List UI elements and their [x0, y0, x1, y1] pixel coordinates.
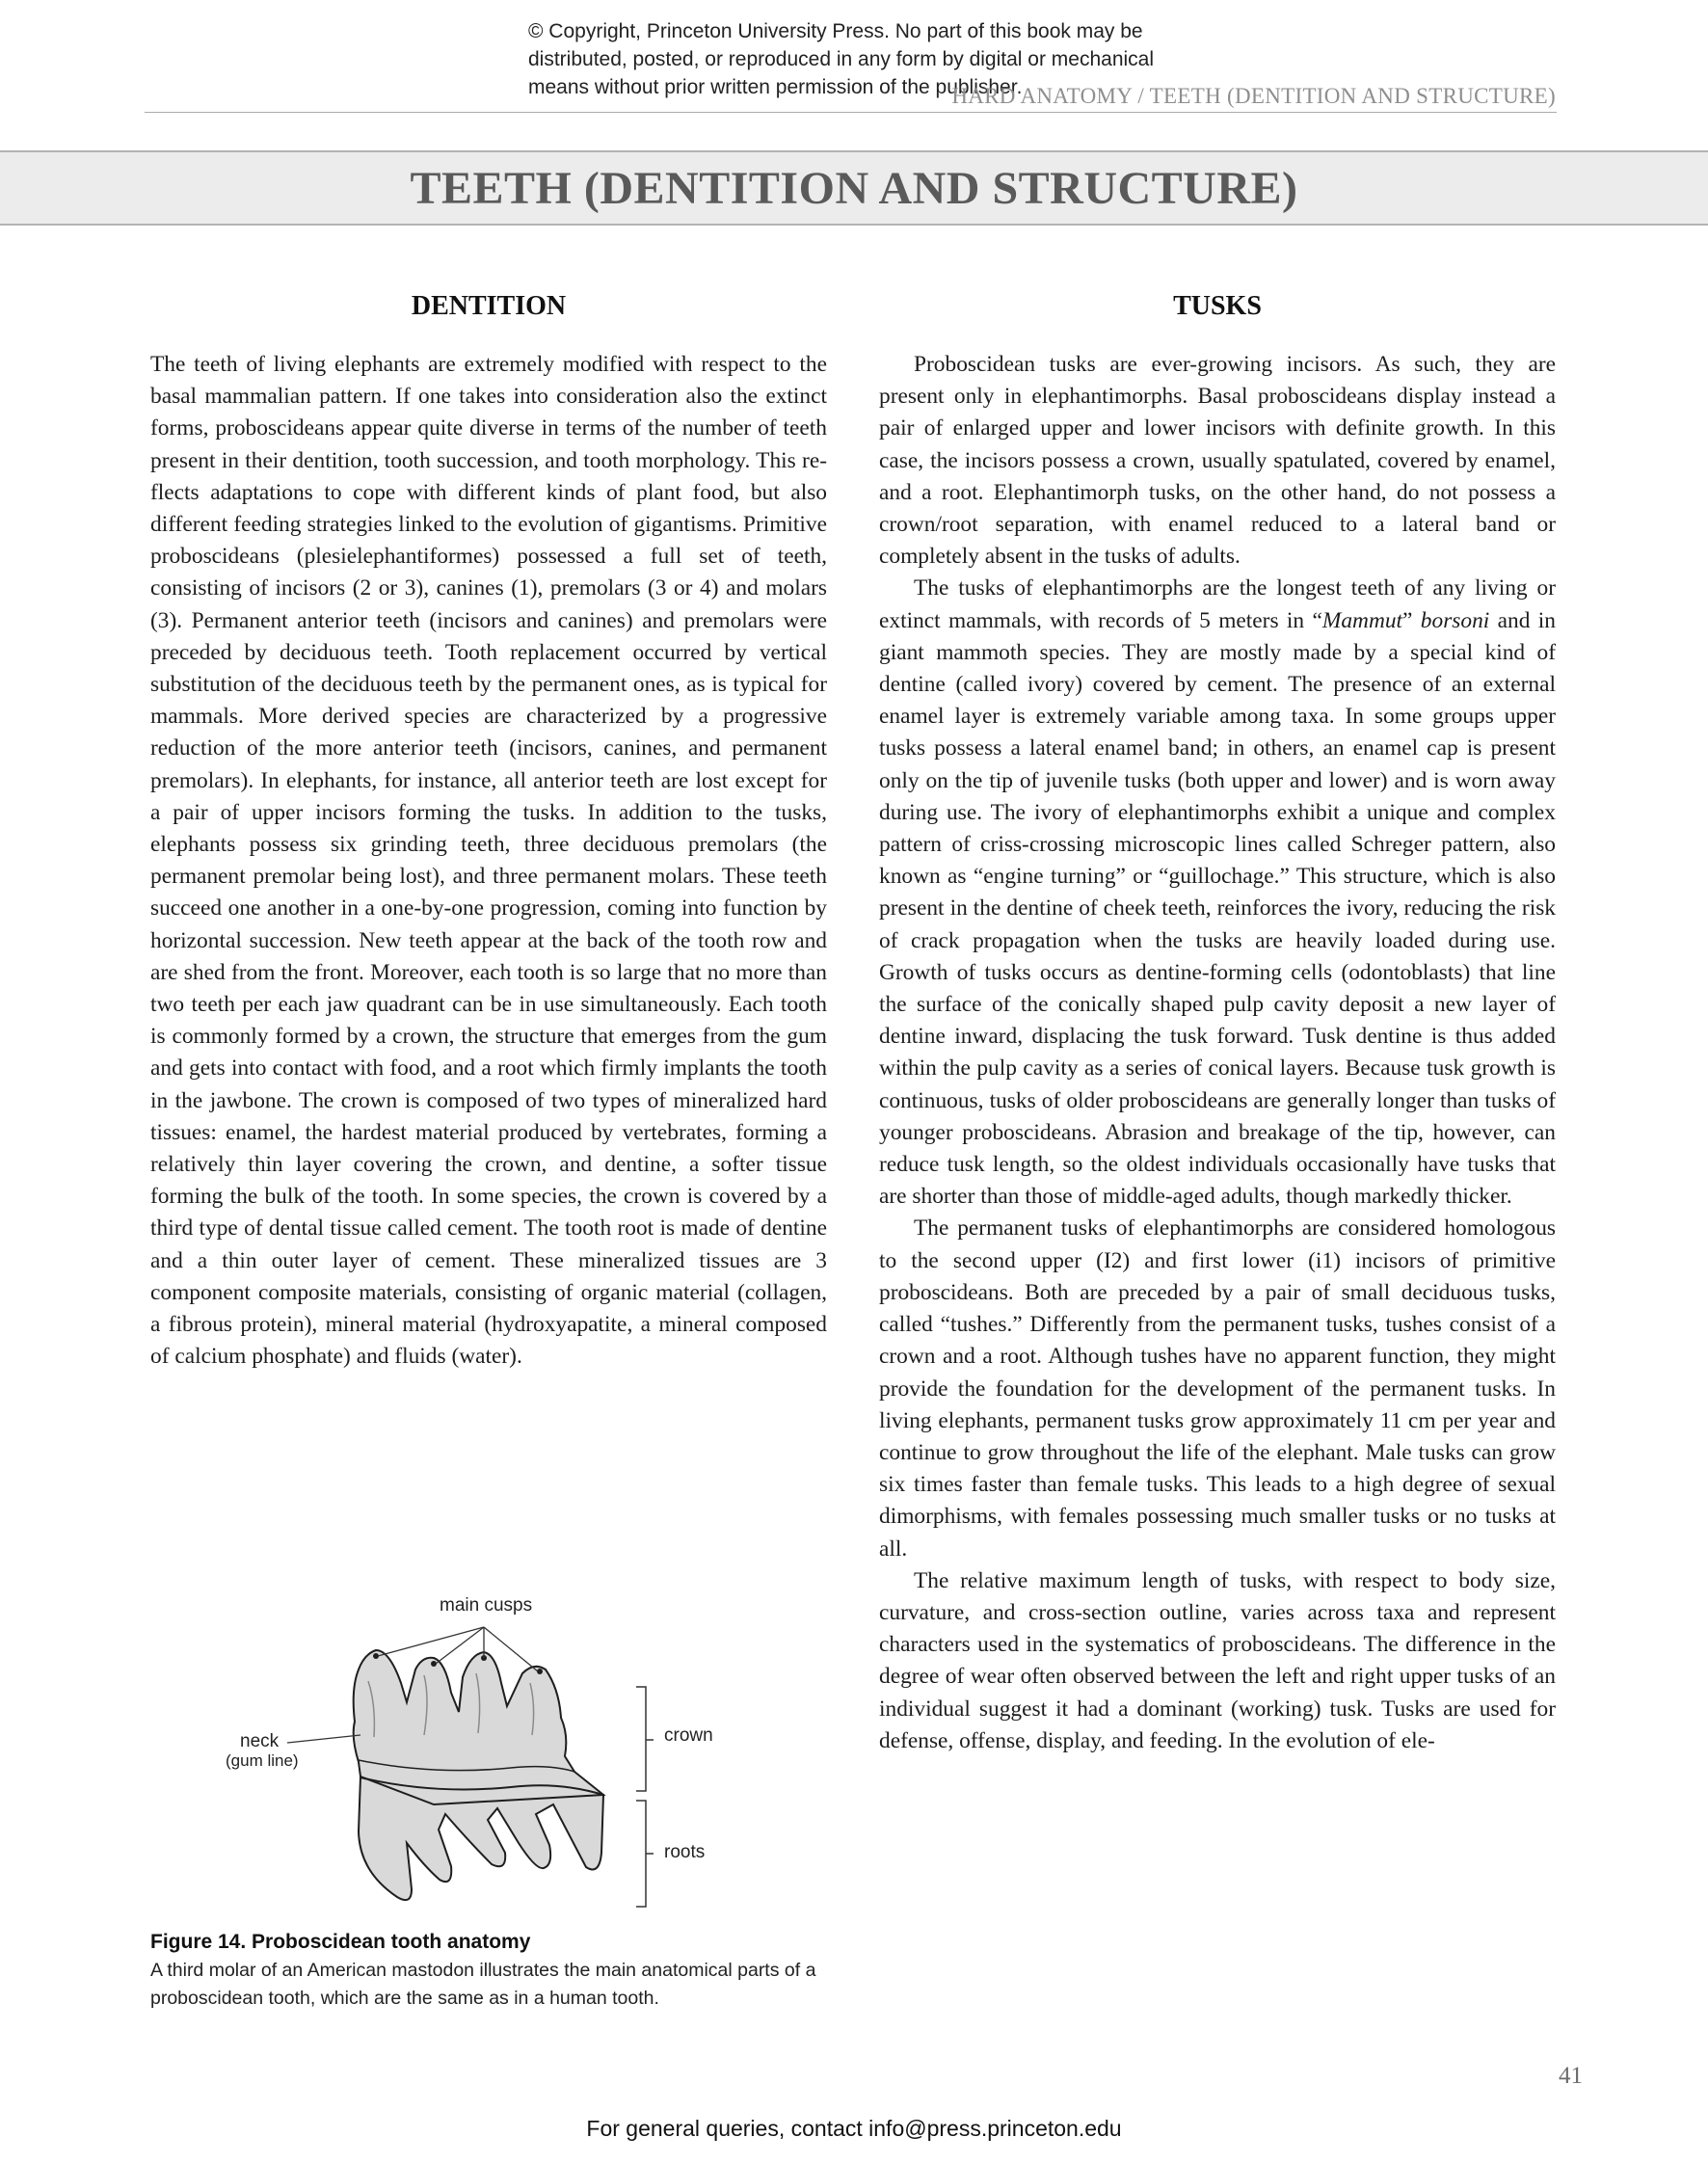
tusks-heading: TUSKS: [1173, 291, 1262, 321]
tooth-anatomy-figure: [145, 1590, 839, 1918]
neck-leader-line: [287, 1735, 360, 1743]
copyright-line: © Copyright, Princeton University Press. No part of this book may be: [528, 20, 1143, 42]
page-number: 41: [1559, 2063, 1583, 2089]
main-cusps-label: main cusps: [440, 1595, 533, 1616]
figure-caption: [150, 1928, 827, 2013]
paragraph: The teeth of living elephants are extremely modified with respect to the basal mammalian pattern. If one takes into consideration also the extinct forms, proboscideans appear quite diverse in terms of the number of teeth present in their dentition, tooth succession, and tooth morphology. This reflects adaptations to cope with different kinds of plant food, but also different feeding strategies linked to the evolution of gigantisms. Primitive proboscideans (plesielephantiformes) possessed a full set of teeth, consisting of incisors (2 or 3), canines (1), premolars (3 or 4) and molars (3). Permanent anterior teeth (incisors and canines) and premolars were preceded by deciduous teeth. Tooth replacement occurred by vertical substitution of the deciduous teeth by the permanent ones, as is typical for mammals. More derived species are characterized by a progressive reduction of the more anterior teeth (incisors, canines, and permanent premolars). In elephants, for instance, all anterior teeth are lost except for a pair of upper incisors forming the tusks. In addition to the tusks, elephants possess six grinding teeth, three deciduous premolars (the permanent premolar being lost), and three permanent molars. These teeth succeed one another in a one-by-one progression, coming into function by horizontal succession. New teeth appear at the back of the tooth row and are shed from the front. Moreover, each tooth is so large that no more than two teeth per each jaw quadrant can be in use simultaneously. Each tooth is commonly formed by a crown, the structure that emerges from the gum and gets into contact with food, and a root which firmly implants the tooth in the jawbone. The crown is composed of two types of mineralized hard tissues: enamel, the hardest material produced by vertebrates, forming a relatively thin layer covering the crown, and dentine, a softer tissue forming the bulk of the tooth. In some species, the crown is covered by a third type of dental tissue called cement. The tooth root is made of dentine and a thin outer layer of cement. These mineralized tissues are 3 component composite materials, consisting of organic material (collagen, a fibrous protein), mineral material (hydroxyapatite, a mineral composed of calcium phosphate) and fluids (water).: [150, 352, 827, 1370]
section-title-band: [0, 150, 1708, 226]
figure-caption-body: A third molar of an American mastodon illustrates the main anatomical parts of a proboscidean tooth, which are the same as in a human tooth.: [150, 1960, 816, 2009]
tusks-text: [879, 349, 1556, 1757]
crown-bracket: [636, 1687, 654, 1791]
taxon-name: borsoni: [1420, 607, 1490, 633]
paragraph: The permanent tusks of elephantimorphs are considered homologous to the second upper (I2) and first lower (i1) incisors of primitive proboscideans. Both are preceded by a pair of small deciduous tusks, called “tushes.” Differently from the permanent tusks, tushes consist of a crown and a root. Although tushes have no apparent function, they might provide the foundation for the development of the permanent tusks. In living elephants, permanent tusks grow approximately 11 cm per year and continue to grow throughout the life of the elephant. Male tusks can grow six times faster than female tusks. This leads to a high degree of sexual dimorphisms, with females possessing much smaller tusks or no tusks at all.: [879, 1216, 1556, 1562]
paragraph: Proboscidean tusks are ever-growing incisors. As such, they are present only in elephantimorphs. Basal proboscideans display instead a pair of enlarged upper and lower incisors with definite growth. In this case, the incisors possess a crown, usually spatulated, covered by enamel, and a root. Elephantimorph tusks, on the other hand, do not possess a crown/root separation, with enamel reduced to a lateral band or completely absent in the tusks of adults.: [879, 352, 1556, 570]
neck-label: neck: [240, 1731, 280, 1751]
running-head: HARD ANATOMY / TEETH (DENTITION AND STRUCTURE): [951, 84, 1556, 108]
paragraph: The relative maximum length of tusks, with respect to body size, curvature, and cross-section outline, varies across taxa and represent characters used in the systematics of proboscideans. The difference in the degree of wear often observed between the left and right upper tusks of an individual suggest it had a dominant (working) tusk. Tusks are used for defense, offense, display, and feeding. In the evolution of ele-: [879, 1567, 1556, 1753]
dentition-text: [150, 349, 827, 1374]
roots-bracket: [636, 1801, 654, 1907]
cusp-leader-line: [378, 1627, 484, 1656]
figure-caption-title: Figure 14. Proboscidean tooth anatomy: [150, 1931, 531, 1953]
crown-label: crown: [664, 1725, 713, 1746]
header-rule: [145, 112, 1557, 113]
copyright-line: means without prior written permission of the publisher.: [528, 76, 1023, 98]
taxon-name: Mammut: [1321, 607, 1403, 633]
footer-contact: For general queries, contact info@press.princeton.edu: [586, 2116, 1122, 2141]
gum-line-label: (gum line): [226, 1751, 299, 1770]
copyright-line: distributed, posted, or reproduced in any form by digital or mechanical: [528, 48, 1155, 70]
section-title: TEETH (DENTITION AND STRUCTURE): [410, 162, 1298, 214]
roots-label: roots: [664, 1842, 706, 1862]
paragraph: The tusks of elephantimorphs are the longest teeth of any living or extinct mammals, with records of 5 meters in “Mammut” borsoni and in giant mammoth species. They are mostly made by a special kind of dentine (called ivory) covered by cement. The presence of an external enamel layer is extremely variable among taxa. In some groups upper tusks possess a lateral enamel band; in others, an enamel cap is present only on the tip of juvenile tusks (both upper and lower) and is worn away during use. The ivory of elephantimorphs exhibit a unique and complex pattern of criss-crossing microscopic lines called Schreger pattern, also known as “engine turning” or “guillochage.” This structure, which is also present in the dentine of cheek teeth, reinforces the ivory, reducing the risk of crack propagation when the tusks are heavily loaded during use. Growth of tusks occurs as dentine-forming cells (odontoblasts) that line the surface of the conically shaped pulp cavity deposit a new layer of dentine inward, displacing the tusk forward. Tusk dentine is thus added within the pulp cavity as a series of conical layers. Because tusk growth is continuous, tusks of older proboscideans are generally longer than tusks of younger proboscideans. Abrasion and breakage of the tip, however, can reduce tusk length, so the oldest individuals occasionally have tusks that are shorter than those of middle-aged adults, though markedly thicker.: [879, 575, 1556, 1210]
dentition-heading: DENTITION: [411, 291, 567, 321]
